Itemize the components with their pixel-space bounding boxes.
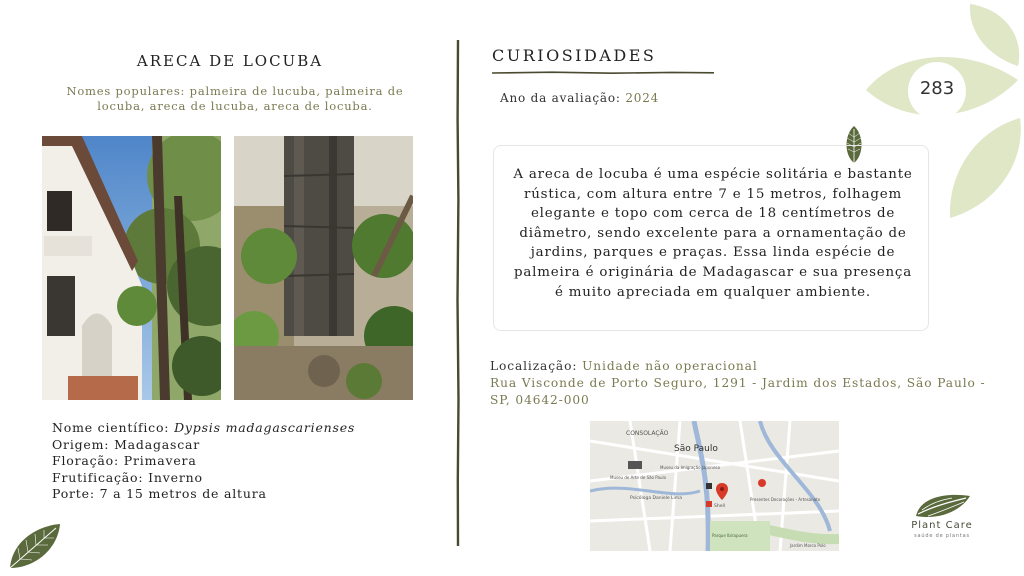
map-poi-icon <box>706 483 712 489</box>
flowering-row <box>52 453 355 470</box>
map-label-museum2: Museu de Arte de São Paulo <box>610 475 667 480</box>
column-divider <box>455 40 461 546</box>
evaluation-year-label: Ano da avaliação: <box>500 91 621 105</box>
fruiting-row <box>52 470 355 487</box>
map-label-bottom: Parque Ibirapuera <box>712 533 748 538</box>
scientific-name-value: Dypsis madagascarienses <box>174 420 356 435</box>
location-map[interactable] <box>590 421 839 551</box>
scientific-name-label: Nome científico: <box>52 420 170 435</box>
photo-trunk <box>234 136 413 400</box>
popular-names-label: Nomes populares: <box>66 84 186 98</box>
leaf-icon-bottom <box>6 522 62 572</box>
origin-value: Madagascar <box>114 436 201 452</box>
map-label-city: São Paulo <box>674 444 718 454</box>
evaluation-year <box>500 91 659 105</box>
location-block <box>490 358 990 409</box>
size-label: Porte: <box>52 486 95 501</box>
location-row <box>490 358 990 375</box>
evaluation-year-value: 2024 <box>625 91 660 105</box>
fruiting-value: Inverno <box>148 469 203 485</box>
map-place-icon <box>758 479 766 487</box>
flowering-value: Primavera <box>123 453 197 468</box>
map-label-clinic: Psicóloga Daniele Lima <box>630 496 682 501</box>
map-museum-icon <box>628 461 642 469</box>
map-label-district: CONSOLAÇÃO <box>626 430 669 437</box>
flowering-label: Floração: <box>52 453 120 468</box>
popular-names <box>52 84 418 114</box>
photo-house-palm <box>42 136 221 400</box>
plant-details <box>52 420 355 503</box>
fruiting-label: Frutificação: <box>52 469 144 485</box>
map-store-icon <box>706 501 712 507</box>
heading-underline <box>492 68 714 76</box>
origin-label: Origem: <box>52 436 110 452</box>
badge-number: 283 <box>919 78 955 99</box>
plant-title: ARECA DE LOCUBA <box>136 52 324 70</box>
description-text: A areca de locuba é uma espécie solitária e bastante rústica, com altura entre 7 e 15 metros, folhagem elegante e topo com cerca de 18 centímetros de diâmetro, sendo excelente para a ornamentação de jardins, parques e praças. Essa linda espécie de palmeira é originária de Madagascar e sua presença é muito apreciada em qualquer ambiente. <box>513 167 913 300</box>
popular-names-value: palmeira de lucuba, palmeira de locuba, areca de lucuba, areca de locuba. <box>97 84 404 113</box>
brand-name: Plant Care <box>911 520 973 531</box>
scientific-name-row <box>52 420 355 437</box>
map-label-bottom-right: Jardim Marco Polo <box>790 543 826 548</box>
map-label-museum: Museu da Imigração Japonesa <box>660 465 720 470</box>
size-row <box>52 486 355 503</box>
map-label-store: Shell <box>714 504 725 509</box>
curiosities-heading: CURIOSIDADES <box>492 46 657 65</box>
map-label-other: Presentes Decorações - Artesanato <box>750 497 821 502</box>
location-address: Rua Visconde de Porto Seguro, 1291 - Jardim dos Estados, São Paulo - SP, 04642-000 <box>490 376 986 407</box>
size-value: 7 a 15 metros de altura <box>99 486 267 501</box>
origin-row <box>52 437 355 454</box>
brand-tagline: saúde de plantas <box>914 533 970 539</box>
location-label: Localização: <box>490 359 578 373</box>
location-status: Unidade não operacional <box>582 359 758 373</box>
